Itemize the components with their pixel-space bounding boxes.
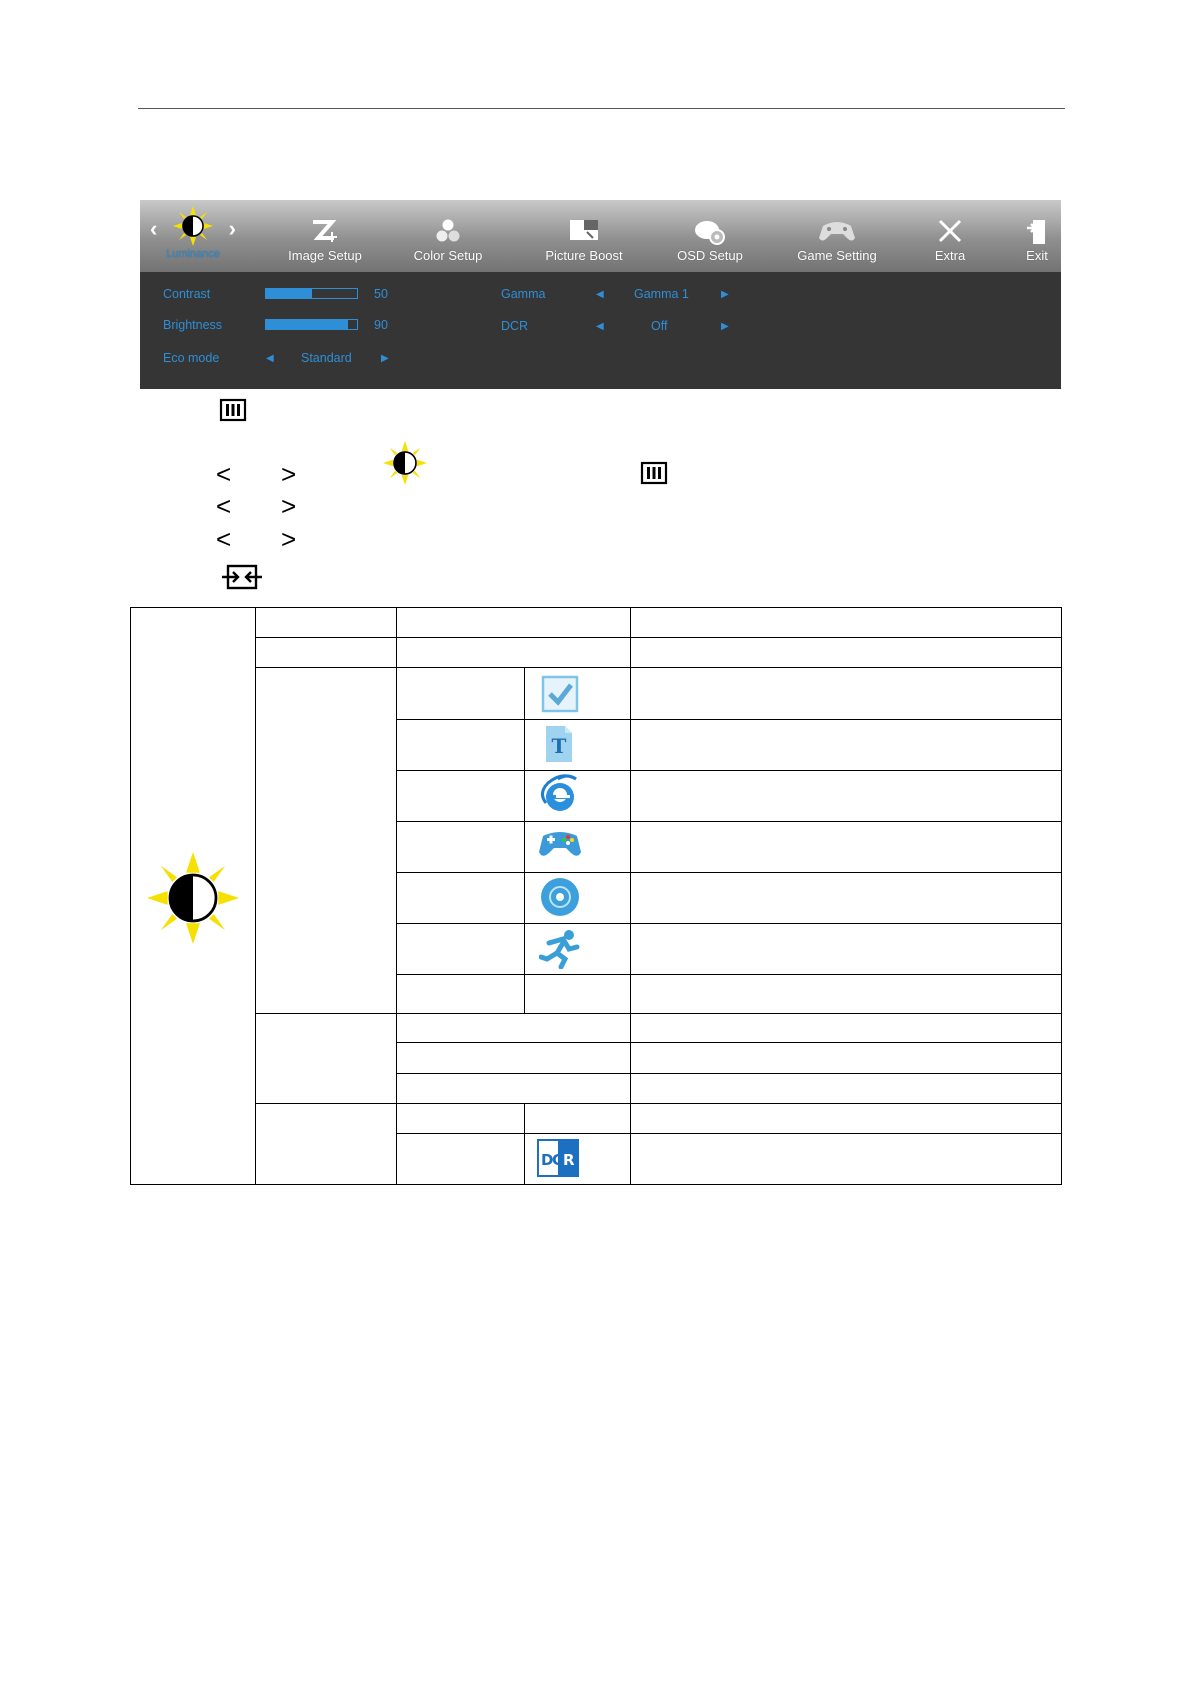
eco-mode-value: Standard: [301, 351, 352, 365]
color-setup-icon: [434, 218, 462, 244]
standard-mode-icon: [540, 674, 580, 714]
table-divider: [396, 607, 397, 1185]
dcr-left-arrow-icon[interactable]: ◀: [596, 321, 604, 332]
source-icon: [222, 563, 262, 591]
exit-icon: [1025, 218, 1049, 246]
tab-luminance[interactable]: [150, 200, 236, 272]
dcr-value: Off: [651, 319, 668, 333]
tab-color-setup-label: Color Setup: [413, 248, 483, 263]
gamma-right-arrow-icon[interactable]: ▶: [721, 289, 729, 300]
picture-boost-icon: [569, 218, 599, 242]
osd-panel: [140, 200, 1061, 389]
osd-setup-icon: [693, 218, 727, 246]
dcr-label: DCR: [501, 319, 529, 333]
table-border: [130, 1184, 1061, 1185]
menu-icon: [640, 461, 668, 485]
tab-osd-setup[interactable]: [655, 200, 765, 272]
table-border: [130, 607, 1061, 608]
dcr-icon: [537, 1138, 579, 1178]
internet-mode-icon: [538, 773, 580, 817]
brightness-slider[interactable]: [265, 319, 358, 330]
table-border: [1061, 607, 1062, 1185]
table-row-line: [396, 1073, 1061, 1074]
table-row-line: [396, 872, 1061, 873]
tab-extra[interactable]: [910, 200, 990, 272]
svg-text:T: T: [551, 734, 567, 758]
left-icon: <: [216, 491, 232, 521]
right-icon: >: [281, 491, 297, 521]
table-row-line: [396, 923, 1061, 924]
tab-extra-label: Extra: [934, 248, 966, 263]
table-row-line: [255, 637, 1061, 638]
game-setting-icon: [817, 218, 857, 244]
tab-game-setting[interactable]: [772, 200, 902, 272]
left-icon: <: [216, 524, 232, 554]
gamma-left-arrow-icon[interactable]: ◀: [596, 289, 604, 300]
table-row-line: [396, 821, 1061, 822]
game-mode-icon: [538, 826, 582, 860]
right-icon: >: [281, 459, 297, 489]
table-row-line: [396, 1133, 1061, 1134]
chevron-left-icon[interactable]: ‹: [150, 216, 158, 241]
right-icon: >: [281, 524, 297, 554]
table-divider: [630, 607, 631, 1185]
table-row-line: [255, 667, 1061, 668]
header-rule: [138, 108, 1065, 109]
eco-mode-label: Eco mode: [163, 351, 220, 365]
table-row-line: [396, 974, 1061, 975]
tab-exit[interactable]: [1002, 200, 1061, 272]
dcr-right-arrow-icon[interactable]: ▶: [721, 321, 729, 332]
left-icon: <: [216, 459, 232, 489]
table-row-line: [255, 1013, 1061, 1014]
menu-icon: [219, 398, 247, 422]
contrast-value: 50: [374, 287, 388, 301]
brightness-slider-fill: [266, 320, 348, 329]
gamma-label: Gamma: [501, 287, 546, 301]
tab-luminance-label: Luminance: [166, 248, 220, 260]
extra-icon: [937, 218, 963, 244]
table-row-line: [396, 770, 1061, 771]
brightness-label: Brightness: [163, 318, 223, 332]
gamma-value: Gamma 1: [634, 287, 689, 301]
tab-image-setup-label: Image Setup: [288, 248, 362, 263]
contrast-slider-fill: [266, 289, 312, 298]
sports-mode-icon: [539, 929, 581, 969]
image-setup-icon: [310, 218, 340, 244]
table-border: [130, 607, 131, 1185]
eco-mode-left-arrow-icon[interactable]: ◀: [266, 353, 274, 364]
svg-text:R: R: [563, 1151, 575, 1169]
osd-menu-bar: [140, 200, 1061, 272]
contrast-slider[interactable]: [265, 288, 358, 299]
tab-picture-boost-label: Picture Boost: [545, 248, 623, 263]
chevron-right-icon[interactable]: ›: [228, 216, 236, 241]
svg-text:C: C: [552, 1151, 564, 1169]
table-row-line: [255, 1103, 1061, 1104]
table-divider: [255, 607, 256, 1185]
table-divider: [524, 1103, 525, 1185]
tab-exit-label: Exit: [1026, 248, 1048, 263]
contrast-label: Contrast: [163, 287, 211, 301]
luminance-icon: [173, 206, 213, 246]
eco-mode-right-arrow-icon[interactable]: ▶: [381, 353, 389, 364]
svg-text:D: D: [541, 1151, 554, 1169]
tab-color-setup[interactable]: [398, 200, 498, 272]
text-mode-icon: [543, 724, 575, 764]
luminance-icon: [147, 852, 239, 944]
table-row-line: [396, 719, 1061, 720]
brightness-value: 90: [374, 318, 388, 332]
tab-image-setup[interactable]: [275, 200, 375, 272]
movie-mode-icon: [539, 875, 581, 919]
table-row-line: [396, 1042, 1061, 1043]
tab-game-setting-label: Game Setting: [797, 248, 877, 263]
luminance-icon: [383, 441, 427, 485]
tab-osd-setup-label: OSD Setup: [677, 248, 743, 263]
tab-picture-boost[interactable]: [524, 200, 644, 272]
